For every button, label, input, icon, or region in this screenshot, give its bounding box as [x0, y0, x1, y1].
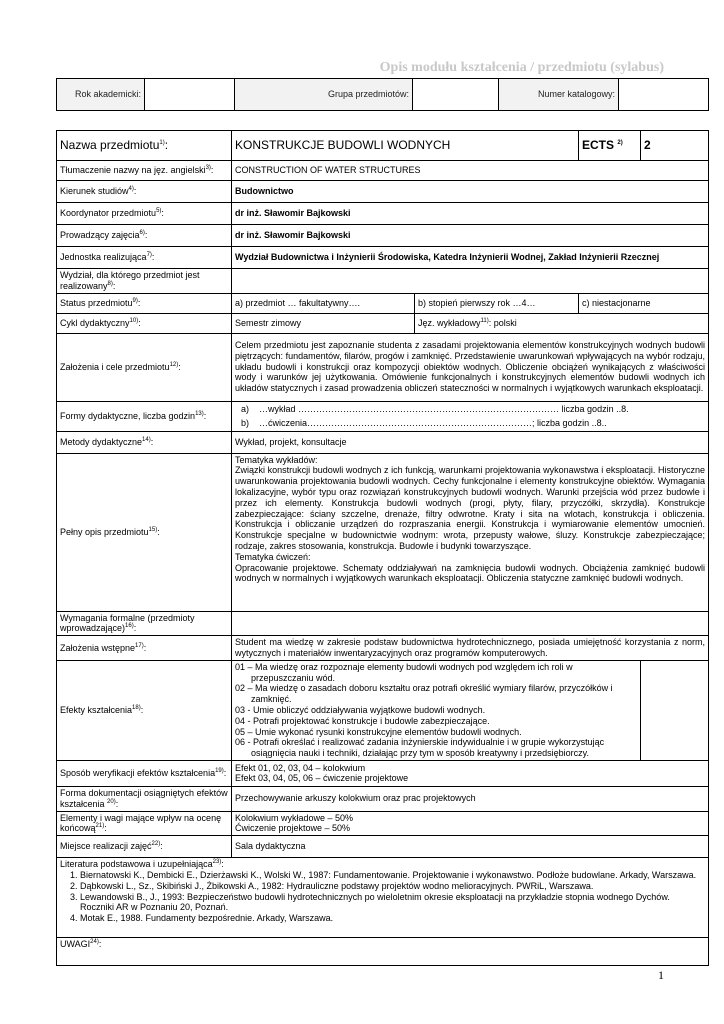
lectures-text: Związki konstrukcji budowli wodnych z ich funkcją, warunkami projektowania wykonawstwa i eksploatacji. Historyczne uwarunkowania projektowania budowli wodnych. Cechy funkcjonalne i elementy konstrukcyjne obiektów. Wymagania lokalizacyjne, wybór typu oraz rozwiązań konstrukcyjnych budowli wodnych. Warunki przejścia wód przez budowle i przez ich elementy. Konstrukcja budowli wodnych (progi, płyty, filary, przyczółki, skrzydła). Konstrukcje zabezpieczające: ściany szczelne, drenaże, filtry odwrotne. Kraty i sita na wlotach, konstrukcja i obliczenia. Konstrukcja i obliczanie urządzeń do rozpraszania energii. Konstrukcja i wymiarowanie elementów umocnień. Konstrukcje specjalne w budownictwie wodnym: wrota, przepusty wałowe, śluzy. Konstrukcje zabezpieczające; rodzaje, zakres stosowania, konstrukcja. Budowle i budynki towarzyszące.: [235, 465, 706, 551]
subject-group-label: Grupa przedmiotów:: [235, 79, 413, 111]
verification-value: [232, 760, 709, 786]
literature-item: 1. Biernatowski K., Dembicki E., Dzierżawski K., Wolski W., 1987: Fundamentowanie. Projektowanie i wykonawstwo. Podłoże budowlane. Arkady, Warszawa.: [80, 870, 705, 881]
documentation-label: Forma dokumentacji osiągniętych efektów kształcenia $^{20)}$:: [57, 786, 232, 811]
subject-group-field[interactable]: [413, 79, 499, 111]
literature-label: Literatura podstawowa i uzupełniająca$^{23)}$:: [60, 859, 224, 870]
row-verification: [57, 760, 709, 786]
outcome-item: 05 – Umie wykonać rysunki konstrukcyjne elementów budowli wodnych.: [235, 726, 522, 737]
exercises-heading: Tematyka ćwiczeń:: [235, 551, 311, 562]
outcome-item: 03 - Umie obliczyć oddziaływania wyjątkowe budowli wodnych.: [235, 704, 486, 715]
row-literature: [57, 858, 709, 938]
translation-value: CONSTRUCTION OF WATER STRUCTURES: [232, 161, 709, 181]
catalog-number-label: Numer katalogowy:: [499, 79, 619, 111]
instructor-label: Prowadzący zajęcia$^{6)}$:: [57, 225, 232, 247]
outcome-item: 06 - Potrafi określać i realizować zadania inżynierskie indywidualnie i w grupie wykorzystując osiągnięcia nauki i techniki, działając przy tym w sposób kreatywny i przedsiębiorczy.: [235, 737, 605, 759]
course-name-label: Nazwa przedmiotu$^{1)}$:: [57, 131, 232, 161]
objectives-label: Założenia i cele przedmiotu$^{12)}$:: [57, 333, 232, 401]
row-faculty: [57, 269, 709, 294]
location-label: Miejsce realizacji zajęć$^{22)}$:: [57, 836, 232, 858]
row-course-name: [57, 131, 709, 161]
status-label: Status przedmiotu$^{9)}$:: [57, 293, 232, 313]
methods-label: Metody dydaktyczne$^{14)}$:: [57, 431, 232, 453]
literature-list: [60, 870, 705, 924]
instructor-value: dr inż. Sławomir Bajkowski: [232, 225, 709, 247]
status-degree: b) stopień pierwszy rok …4…: [415, 293, 579, 313]
translation-label: Tłumaczenie nazwy na jęz. angielski$^{3)}$:: [57, 161, 232, 181]
exercises-text: Opracowanie projektowe. Schematy oddziaływań na zamknięcia budowli wodnych. Obciążenia zamknięć budowli wodnych w normalnych i wyjątkowych warunkach eksploatacji. Obliczenia statyczne zamknięć budowli wodnych.: [235, 562, 706, 584]
status-type: a) przedmiot … fakultatywny….: [232, 293, 415, 313]
grading-line: Kolokwium wykładowe – 50%: [235, 812, 354, 823]
literature-item: 4. Motak E., 1988. Fundamenty bezpośrednie. Arkady, Warszawa.: [80, 913, 705, 924]
outcome-item: 02 – Ma wiedzę o zasadach doboru kształtu oraz potrafi określić wymiary filarów, przyczółków i zamknięć.: [235, 683, 613, 705]
coordinator-label: Koordynator przedmiotu$^{5)}$:: [57, 203, 232, 225]
full-description-label: Pełny opis przedmiotu$^{15)}$:: [57, 453, 232, 611]
document-title: Opis modułu kształcenia / przedmiotu (sylabus): [379, 60, 664, 75]
academic-year-label: Rok akademicki:: [57, 79, 145, 111]
formal-requirements-value: [232, 611, 709, 636]
literature-item: 2. Dąbkowski L., Sz., Skibiński J., Żbikowski A., 1982: Hydrauliczne podstawy projektów wodno melioracyjnych. PWRiL, Warszawa.: [80, 881, 705, 892]
unit-label: Jednostka realizująca$^{7)}$:: [57, 247, 232, 269]
cycle-label: Cykl dydaktyczny$^{10)}$:: [57, 313, 232, 333]
syllabus-table: [56, 130, 709, 966]
learning-outcomes-extra: [641, 660, 709, 760]
verification-label: Sposób weryfikacji efektów kształcenia$^{19)}$:: [57, 760, 232, 786]
teaching-forms-value: a) …wykład …………………………………………………………………………… liczba godzin ..8. b) …ćwiczenia…………………………………………………………………; liczba godzin ..8..: [232, 401, 709, 431]
grading-line: Ćwiczenie projektowe – 50%: [235, 823, 351, 834]
documentation-value: Przechowywanie arkuszy kolokwium oraz prac projektowych: [232, 786, 709, 811]
methods-value: Wykład, projekt, konsultacje: [232, 431, 709, 453]
row-teaching-forms: [57, 401, 709, 431]
row-location: [57, 836, 709, 858]
row-unit: [57, 247, 709, 269]
row-objectives: [57, 333, 709, 401]
formal-requirements-label: Wymagania formalne (przedmioty wprowadzające)$^{16)}$:: [57, 611, 232, 636]
verification-line: Efekt 03, 04, 05, 06 – ćwiczenie projektowe: [235, 773, 409, 784]
row-formal-requirements: [57, 611, 709, 636]
grading-value: [232, 811, 709, 836]
unit-value: Wydział Budownictwa i Inżynierii Środowiska, Katedra Inżynierii Wodnej, Zakład Inżynierii Rzecznej: [232, 247, 709, 269]
row-documentation: [57, 786, 709, 811]
cycle-value: Semestr zimowy: [232, 313, 415, 333]
row-translation: [57, 161, 709, 181]
coordinator-value: dr inż. Sławomir Bajkowski: [232, 203, 709, 225]
page-number: 1: [658, 968, 664, 982]
faculty-label: Wydział, dla którego przedmiot jest realizowany$^{8)}$:: [57, 269, 232, 294]
outcome-item: 01 – Ma wiedzę oraz rozpoznaje elementy budowli wodnych pod względem ich roli w przepuszczaniu wód.: [235, 661, 573, 683]
learning-outcomes-list: [232, 660, 641, 760]
row-cycle: [57, 313, 709, 333]
row-prerequisites: [57, 636, 709, 661]
ects-value: 2: [641, 131, 709, 161]
ects-label: ECTS $^{2)}$: [579, 131, 641, 161]
course-name-value: KONSTRUKCJE BUDOWLI WODNYCH: [232, 131, 579, 161]
status-mode: c) niestacjonarne: [579, 293, 709, 313]
teaching-forms-label: Formy dydaktyczne, liczba godzin$^{13)}$:: [57, 401, 232, 431]
row-learning-outcomes: [57, 660, 709, 760]
notes-cell: UWAGI$^{24)}$:: [57, 938, 709, 966]
row-methods: [57, 431, 709, 453]
literature-item: 3. Lewandowski B., J., 1993: Bezpieczeństwo budowli hydrotechnicznych po wieloletnim okresie eksploatacji na przykładzie stopnia wodnego Dychów. Roczniki AR w Poznaniu 20, Poznań.: [80, 892, 705, 914]
catalog-bar: [56, 78, 709, 111]
row-field-of-study: [57, 181, 709, 203]
verification-line: Efekt 01, 02, 03, 04 – kolokwium: [235, 762, 366, 773]
lectures-heading: Tematyka wykładów:: [235, 454, 318, 465]
literature-cell: [57, 858, 709, 938]
catalog-number-field[interactable]: [619, 79, 709, 111]
full-description-value: [232, 453, 709, 611]
row-instructor: [57, 225, 709, 247]
exercise-hours: …ćwiczenia…………………………………………………………………; liczba godzin ..8..: [259, 417, 607, 428]
location-value: Sala dydaktyczna: [232, 836, 709, 858]
learning-outcomes-label: Efekty kształcenia$^{18)}$:: [57, 660, 232, 760]
field-of-study-value: Budownictwo: [232, 181, 709, 203]
row-coordinator: [57, 203, 709, 225]
prerequisites-value: Student ma wiedzę w zakresie podstaw budownictwa hydrotechnicznego, posiada umiejętność korzystania z norm, wytycznych i materiałów inwentaryzacyjnych oraz programów komputerowych.: [232, 636, 709, 661]
row-full-description: [57, 453, 709, 611]
field-of-study-label: Kierunek studiów$^{4)}$:: [57, 181, 232, 203]
prerequisites-label: Założenia wstępne$^{17)}$:: [57, 636, 232, 661]
row-status: [57, 293, 709, 313]
language-cell: Jęz. wykładowy$^{11)}$: polski: [415, 313, 709, 333]
faculty-value: [232, 269, 709, 294]
outcome-item: 04 - Potrafi projektować konstrukcje i budowle zabezpieczające.: [235, 715, 490, 726]
lecture-hours: …wykład …………………………………………………………………………… liczba godzin ..8.: [259, 403, 629, 414]
row-grading: [57, 811, 709, 836]
row-notes: [57, 938, 709, 966]
academic-year-field[interactable]: [145, 79, 235, 111]
grading-label: Elementy i wagi mające wpływ na ocenę końcową$^{21)}$:: [57, 811, 232, 836]
objectives-value: Celem przedmiotu jest zapoznanie studenta z zasadami projektowania elementów konstrukcyjnych wodnych budowli piętrzących: fundamentów, filarów, progów i zamknięć. Przedstawienie uwarunkowań wpływających na wybór rodzaju, układu budowli i konstrukcji oraz kompozycji obiektów wodnych. Obliczenie obciążeń wynikających z właściwości wody i warunków jej użytkowania. Omówienie funkcjonalnych i konstrukcyjnych elementów budowli wodnych ich układów statycznych i zasad prowadzenia obliczeń stateczności w normalnych i wyjątkowych warunkach eksploatacji.: [232, 333, 709, 401]
